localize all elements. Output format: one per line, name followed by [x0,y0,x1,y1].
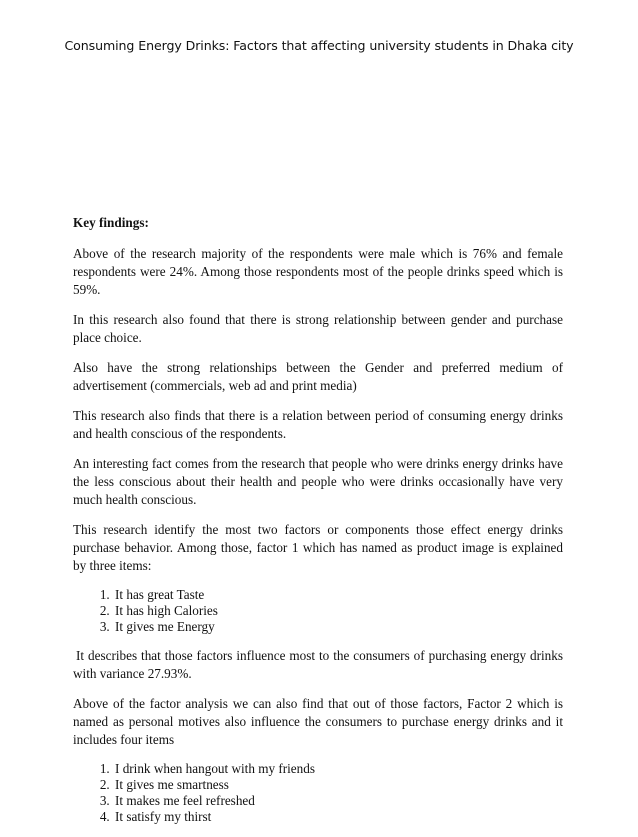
paragraph-6: This research identify the most two factors or components those effect energy drinks purchase behavior. Among those, factor 1 which has named as product image is explained by three items: [73,522,563,573]
paragraph-7: It describes that those factors influence most to the consumers of purchasing energy drinks with variance 27.93%. [73,648,563,681]
document-body [73,214,563,837]
personal-motives-items-list [73,761,563,825]
paragraph-3: Also have the strong relationships between the Gender and preferred medium of advertisement (commercials, web ad and print media) [73,360,563,393]
paragraph-1: Above of the research majority of the respondents were male which is 76% and female respondents were 24%. Among those respondents most of the people drinks speed which is 59%. [73,246,563,297]
paragraph-2: In this research also found that there is strong relationship between gender and purchase place choice. [73,312,563,345]
paragraph-8: Above of the factor analysis we can also find that out of those factors, Factor 2 which is named as personal motives also influence the consumers to purchase energy drinks and it includes four items [73,696,563,747]
list-item: 1. I drink when hangout with my friends [113,761,563,777]
page-header-title: Consuming Energy Drinks: Factors that affecting university students in Dhaka city [64,38,574,53]
list-item: 3. It gives me Energy [113,619,563,635]
paragraph-4: This research also finds that there is a relation between period of consuming energy drinks and health conscious of the respondents. [73,408,563,441]
list-item: 3. It makes me feel refreshed [113,793,563,809]
list-item: 2. It has high Calories [113,603,563,619]
list-item: 1. It has great Taste [113,587,563,603]
product-image-items-list [73,587,563,635]
section-heading: Key findings: [73,215,149,230]
list-item: 4. It satisfy my thirst [113,809,563,825]
paragraph-5: An interesting fact comes from the research that people who were drinks energy drinks have the less conscious about their health and people who were drinks occasionally have very much health conscious. [73,456,563,507]
list-item: 2. It gives me smartness [113,777,563,793]
